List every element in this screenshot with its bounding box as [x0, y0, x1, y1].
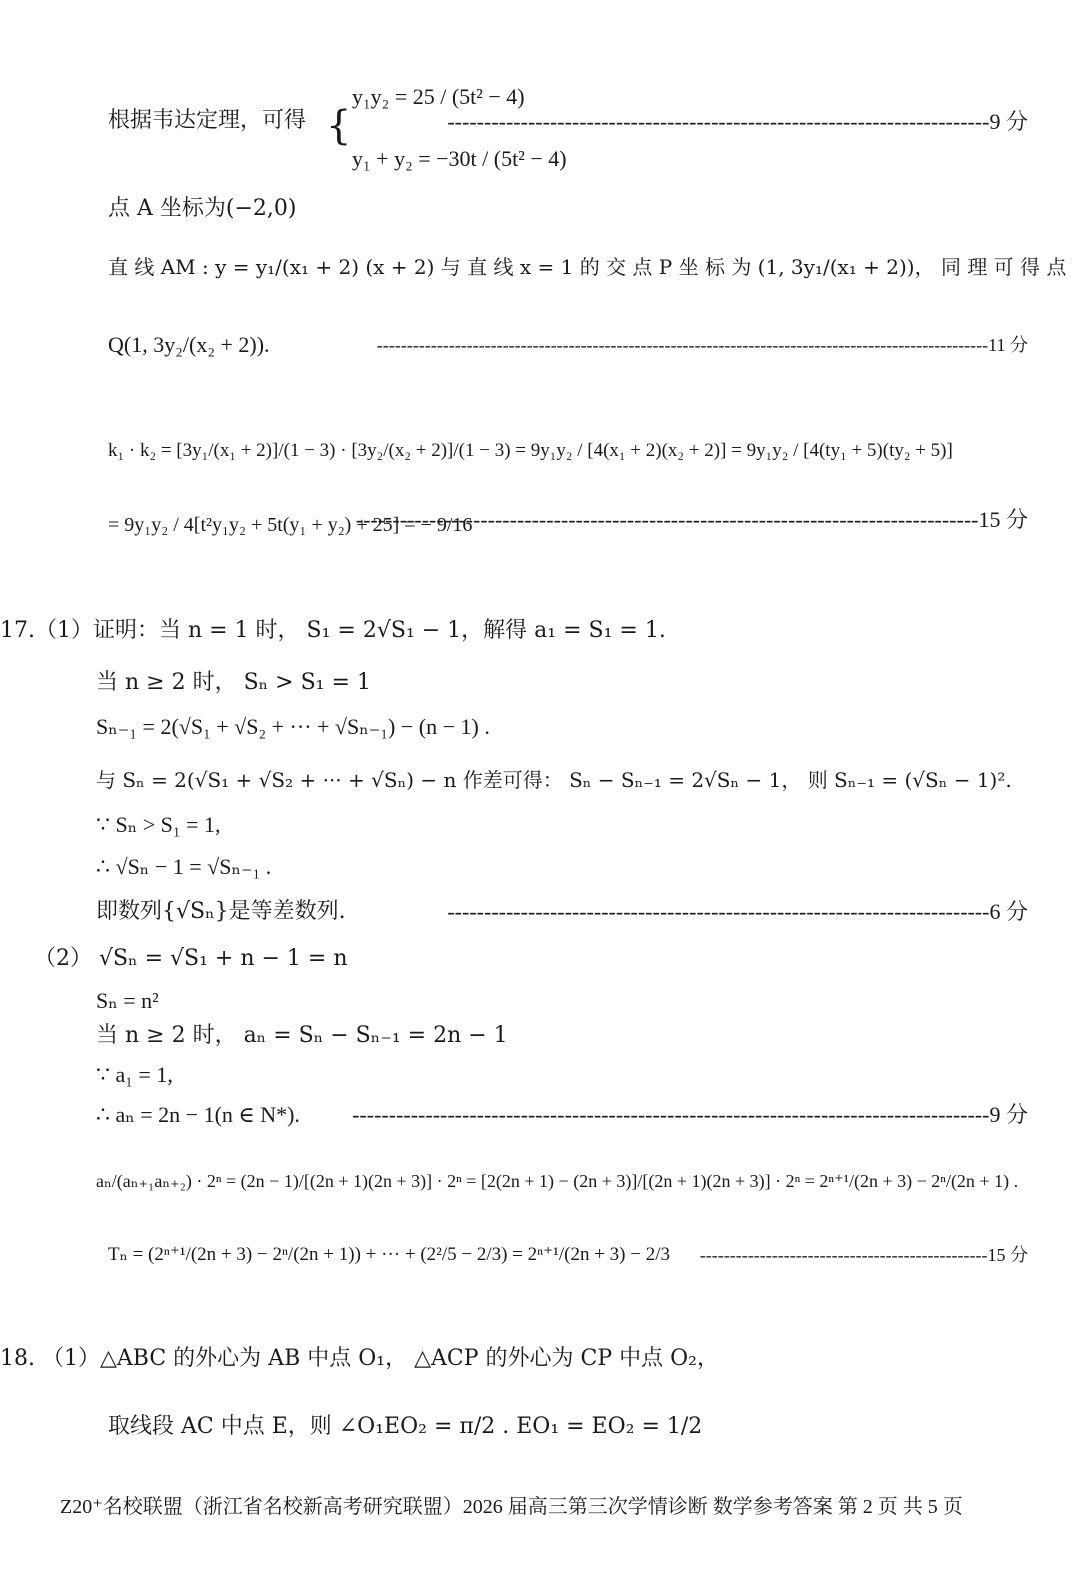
- k1k2-line2: = 9y₁y₂ / 4[t²y₁y₂ + 5t(y₁ + y₂) + 25] = − 9/16: [108, 514, 473, 536]
- q18-line2: 取线段 AC 中点 E，则 ∠O₁EO₂ = π/2 . EO₁ = EO₂ = 1/2: [108, 1414, 703, 1439]
- score-9-b: ---------------------------------------------------------------------------------------9 分: [352, 1102, 1028, 1127]
- q17-p2-line2: Sₙ = n²: [96, 988, 159, 1013]
- score-9-a: --------------------------------------------------------------------------9 分: [447, 109, 1028, 134]
- q17-line3: Sₙ₋₁ = 2(√S₁ + √S₂ + ··· + √Sₙ₋₁) − (n − 1) .: [96, 714, 490, 739]
- vieta-eq2: y₁ + y₂ = −30t / (5t² − 4): [352, 146, 567, 171]
- score-6: --------------------------------------------------------------------------6 分: [447, 899, 1028, 924]
- q17-p2-line6: aₙ/(aₙ₊₁aₙ₊₂) · 2ⁿ = (2n − 1)/[(2n + 1)(2n + 3)] · 2ⁿ = [2(2n + 1) − (2n + 3)]/[(2n + 1)(2n + 3)] · 2ⁿ = 2ⁿ⁺¹/(2n + 3) − 2ⁿ/(2n + 1) .: [96, 1171, 1019, 1191]
- vieta-eq1: y₁y₂ = 25 / (5t² − 4): [352, 84, 525, 109]
- vieta-intro: 根据韦达定理，可得: [108, 108, 307, 133]
- k1k2-line1: k₁ · k₂ = [3y₁/(x₁ + 2)]/(1 − 3) · [3y₂/(x₂ + 2)]/(1 − 3) = 9y₁y₂ / [4(x₁ + 2)(x₂ + 2)] = 9y₁y₂ / [4(ty₁ + 5)(ty₂ + 5)]: [108, 440, 953, 461]
- point-a: 点 A 坐标为(−2,0): [108, 196, 297, 221]
- q17-line2: 当 n ≥ 2 时， Sₙ > S₁ = 1: [96, 670, 371, 695]
- q17-p2-line5: ∴ aₙ = 2n − 1(n ∈ N*).: [96, 1102, 300, 1127]
- score-15-a: -------------------------------------------------------------------------------------15 分: [355, 507, 1028, 532]
- q17-part2: （2） √Sₙ = √S₁ + n − 1 = n: [34, 946, 348, 971]
- point-q: Q(1, 3y₂/(x₂ + 2)).: [108, 332, 270, 357]
- q17-line4: 与 Sₙ = 2(√S₁ + √S₂ + ··· + √Sₙ) − n 作差可得： Sₙ − Sₙ₋₁ = 2√Sₙ − 1， 则 Sₙ₋₁ = (√Sₙ − 1)².: [96, 768, 1012, 792]
- q17-p2-line7: Tₙ = (2ⁿ⁺¹/(2n + 3) − 2ⁿ/(2n + 1)) + ··· + (2²/5 − 2/3) = 2ⁿ⁺¹/(2n + 3) − 2/3: [108, 1244, 671, 1265]
- score-11: ------------------------------------------------------------------------------------------------------11 分: [376, 335, 1028, 355]
- q17-line7: 即数列{√Sₙ}是等差数列.: [96, 899, 346, 924]
- q18-part1: 18. （1）△ABC 的外心为 AB 中点 O₁， △ACP 的外心为 CP 中点 O₂，: [0, 1346, 719, 1371]
- q17-p2-line3: 当 n ≥ 2 时， aₙ = Sₙ − Sₙ₋₁ = 2n − 1: [96, 1023, 508, 1048]
- q17-part1: 17.（1）证明：当 n = 1 时， S₁ = 2√S₁ − 1，解得 a₁ = S₁ = 1.: [0, 618, 666, 643]
- line-am: 直 线 AM : y = y₁/(x₁ + 2) (x + 2) 与 直 线 x = 1 的 交 点 P 坐 标 为 (1, 3y₁/(x₁ + 2))， 同 理 可 得 点: [108, 255, 1067, 279]
- page-footer: Z20⁺名校联盟（浙江省名校新高考研究联盟）2026 届高三第三次学情诊断 数学参考答案 第 2 页 共 5 页: [60, 1496, 963, 1518]
- q17-p2-line4: ∵ a₁ = 1,: [96, 1062, 173, 1087]
- q17-line6: ∴ √Sₙ − 1 = √Sₙ₋₁ .: [96, 854, 272, 879]
- q17-line5: ∵ Sₙ > S₁ = 1,: [96, 812, 221, 837]
- score-15-b: ------------------------------------------------15 分: [699, 1245, 1028, 1265]
- vieta-brace: {: [326, 103, 352, 149]
